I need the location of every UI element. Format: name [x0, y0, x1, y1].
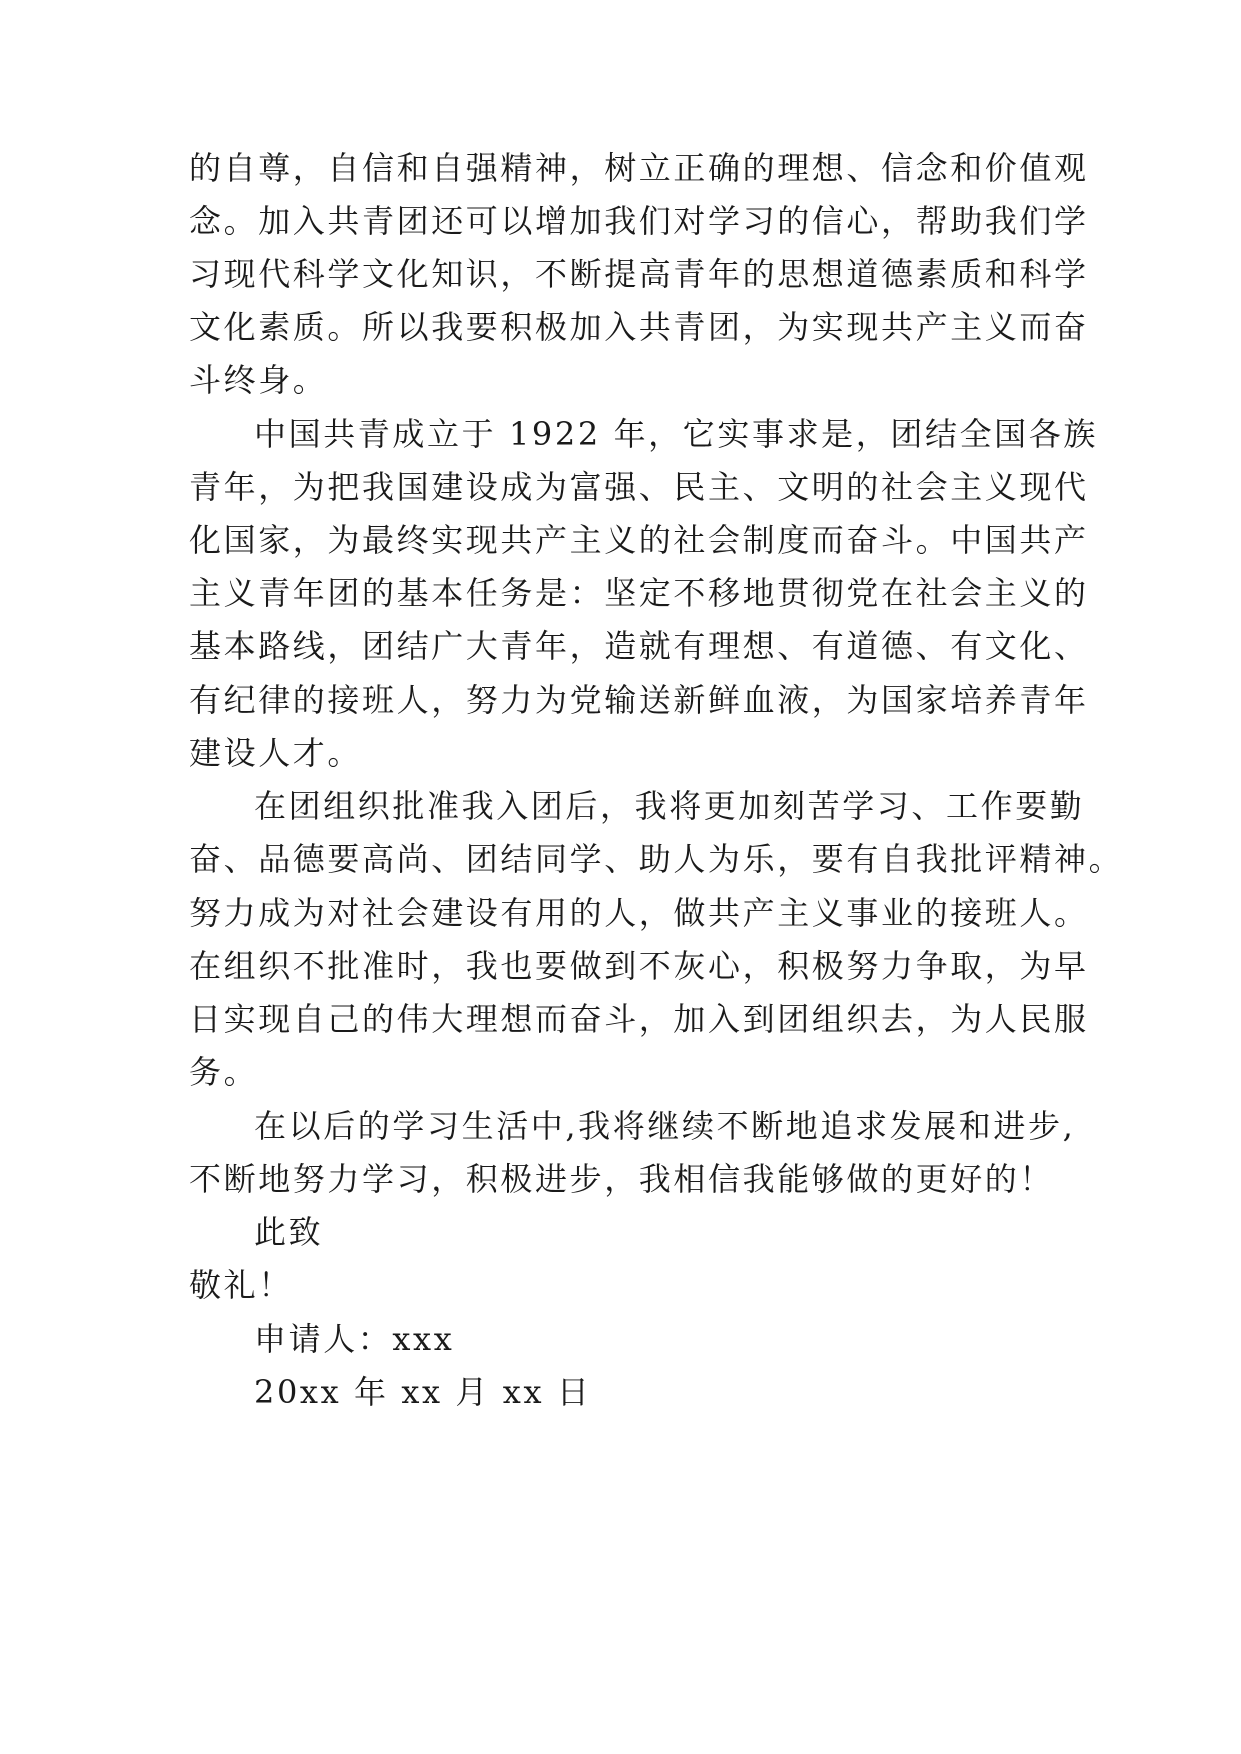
- paragraph-line: 主义青年团的基本任务是：坚定不移地贯彻党在社会主义的: [189, 574, 1089, 612]
- paragraph-line: 文化素质。所以我要积极加入共青团，为实现共产主义而奋: [189, 308, 1089, 346]
- paragraph-line: 在以后的学习生活中,我将继续不断地追求发展和进步,: [254, 1107, 1076, 1145]
- paragraph-line: 奋、品德要高尚、团结同学、助人为乐，要有自我批评精神。: [189, 840, 1124, 878]
- paragraph-line: 青年，为把我国建设成为富强、民主、文明的社会主义现代: [189, 468, 1089, 506]
- salutation: 此致: [254, 1213, 324, 1251]
- date: 20xx 年 xx 月 xx 日: [254, 1373, 592, 1411]
- regards: 敬礼！: [189, 1266, 293, 1304]
- paragraph-line: 不断地努力学习，积极进步，我相信我能够做的更好的！: [189, 1160, 1055, 1198]
- paragraph-line: 斗终身。: [189, 361, 328, 399]
- paragraph-line: 中国共青成立于 1922 年，它实事求是，团结全国各族: [254, 415, 1098, 453]
- paragraph-line: 努力成为对社会建设有用的人，做共产主义事业的接班人。: [189, 894, 1089, 932]
- paragraph-line: 的自尊，自信和自强精神，树立正确的理想、信念和价值观: [189, 149, 1089, 187]
- paragraph-line: 习现代科学文化知识，不断提高青年的思想道德素质和科学: [189, 255, 1089, 293]
- applicant-signature: 申请人：xxx: [254, 1320, 455, 1358]
- paragraph-line: 日实现自己的伟大理想而奋斗，加入到团组织去，为人民服: [189, 1000, 1089, 1038]
- paragraph-line: 有纪律的接班人，努力为党输送新鲜血液，为国家培养青年: [189, 681, 1089, 719]
- paragraph-line: 在团组织批准我入团后，我将更加刻苦学习、工作要勤: [254, 787, 1085, 825]
- paragraph-line: 建设人才。: [189, 734, 363, 772]
- paragraph-line: 在组织不批准时，我也要做到不灰心，积极努力争取，为早: [189, 947, 1089, 985]
- paragraph-line: 念。加入共青团还可以增加我们对学习的信心，帮助我们学: [189, 202, 1089, 240]
- paragraph-line: 务。: [189, 1053, 259, 1091]
- paragraph-line: 基本路线，团结广大青年，造就有理想、有道德、有文化、: [189, 627, 1089, 665]
- paragraph-line: 化国家，为最终实现共产主义的社会制度而奋斗。中国共产: [189, 521, 1089, 559]
